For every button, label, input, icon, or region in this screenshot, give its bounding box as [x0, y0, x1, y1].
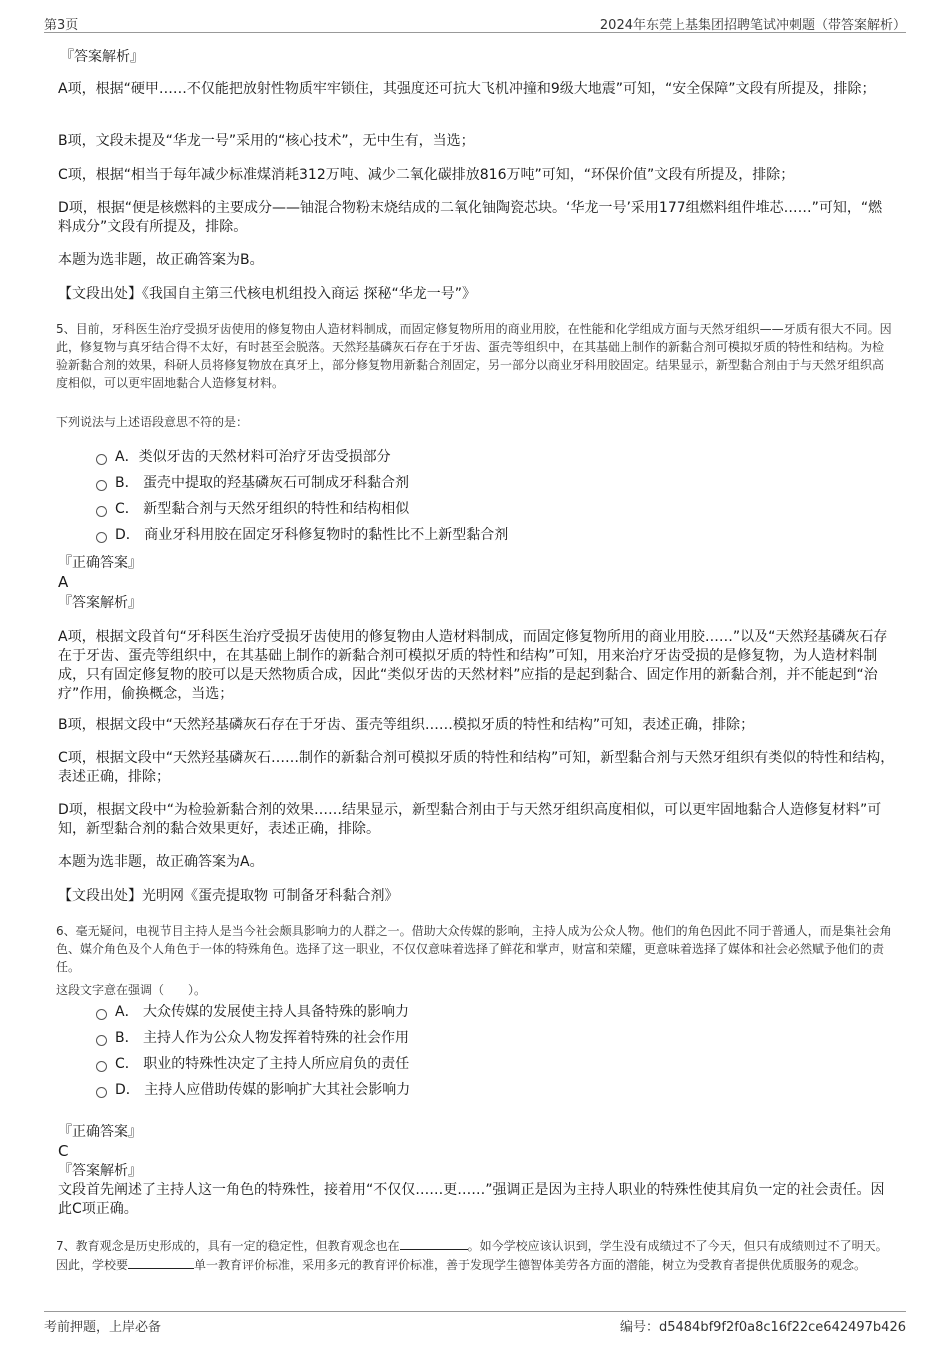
q6-option-d[interactable]: [96, 1081, 410, 1100]
q5-analysis-c: C项，根据文段中“天然羟基磷灰石……制作的新黏合剂可模拟牙质的特性和结构”可知，新型黏合剂与天然牙组织有类似的特性和结构，表述正确，排除；: [58, 750, 895, 785]
radio-icon[interactable]: [96, 506, 107, 517]
q6-stem: 6、毫无疑问，电视节目主持人是当今社会颇具影响力的人群之一。借助大众传媒的影响，主持人成为公众人物。他们的角色因此不同于普通人，而是集社会角色、媒介角色及个人角色于一体的特殊角色。选择了这一职业，不仅仅意味着选择了鲜花和掌声，财富和荣耀，更意味着选择了媒体和社会必然赋予他们的责任。: [56, 924, 892, 974]
radio-icon[interactable]: [96, 480, 107, 491]
q5-conclusion: 本题为选非题，故正确答案为A。: [58, 854, 264, 870]
q4-source: 【文段出处】《我国自主第三代核电机组投入商运 探秘“华龙一号”》: [58, 286, 476, 302]
q6-option-d-label: D． 主持人应借助传媒的影响扩大其社会影响力: [115, 1082, 411, 1098]
q6-answer: C: [58, 1142, 69, 1160]
q5-option-d[interactable]: [96, 526, 508, 545]
page-number: 第3页: [44, 18, 79, 33]
q5-option-c-label: C． 新型黏合剂与天然牙组织的特性和结构相似: [115, 501, 410, 517]
q4-analysis-d: D项，根据“便是核燃料的主要成分——铀混合物粉末烧结成的二氧化铀陶瓷芯块。‘华龙一号’采用177组燃料组件堆芯……”可知，“燃料成分”文段有所提及，排除。: [58, 200, 883, 235]
q6-question: 这段文字意在强调（ ）。: [56, 983, 207, 997]
q5-option-c[interactable]: [96, 500, 409, 519]
q5-answer: A: [58, 573, 69, 591]
q6-answer-label: 『正确答案』: [58, 1124, 142, 1140]
q4-analysis-a: A项，根据“硬甲……不仅能把放射性物质牢牢锁住，其强度还可抗大飞机冲撞和9级大地震”可知，“安全保障”文段有所提及，排除；: [58, 81, 876, 97]
q6-option-b[interactable]: [96, 1029, 409, 1048]
q6-option-c[interactable]: [96, 1055, 409, 1074]
q4-conclusion: 本题为选非题，故正确答案为B。: [58, 252, 264, 268]
q5-analysis-label: 『答案解析』: [58, 595, 142, 611]
radio-icon[interactable]: [96, 1009, 107, 1020]
radio-icon[interactable]: [96, 1061, 107, 1072]
footer-code-label: 编号：: [619, 1320, 659, 1335]
q5-stem: 5、目前，牙科医生治疗受损牙齿使用的修复物由人造材料制成，而固定修复物所用的商业用胶，在性能和化学组成方面与天然牙组织——牙质有很大不同。因此，修复物与真牙结合得不太好，有时甚至会脱落。天然羟基磷灰石存在于牙齿、蛋壳等组织中，在其基础上制作的新黏合剂可模拟牙质的特性和结构。为检验新黏合剂的效果，科研人员将修复物放在真牙上，部分修复物用新黏合剂固定，另一部分以商业牙科用胶固定。结果显示，新型黏合剂由于与天然牙组织高度相似，可以更牢固地黏合人造修复材料。: [56, 322, 892, 390]
footer-code: [620, 1316, 906, 1335]
q5-question: 下列说法与上述语段意思不符的是：: [56, 415, 249, 429]
q5-option-d-label: D． 商业牙科用胶在固定牙科修复物时的黏性比不上新型黏合剂: [115, 527, 509, 543]
q7-blank-2: [128, 1255, 194, 1269]
q5-analysis-a: A项，根据文段首句“牙科医生治疗受损牙齿使用的修复物由人造材料制成，而固定修复物所用的商业用胶……”以及“天然羟基磷灰石存在于牙齿、蛋壳等组织中，在其基础上制作的新黏合剂可模拟牙质的特性和结构”可知，用来治疗牙齿受损的是修复物，为人造材料制成，只有固定修复物的胶可以是天然物质合成，因此“类似牙齿的天然材料”应指的是起到黏合、固定作用的新黏合剂，并不能起到“治疗”作用，偷换概念，当选；: [58, 629, 888, 702]
q5-analysis-b: B项，根据文段中“天然羟基磷灰石存在于牙齿、蛋壳等组织……模拟牙质的特性和结构”可知，表述正确，排除；: [58, 717, 755, 733]
q5-option-a[interactable]: [96, 448, 391, 467]
q5-source: 【文段出处】光明网《蛋壳提取物 可制备牙科黏合剂》: [58, 888, 399, 904]
radio-icon[interactable]: [96, 1087, 107, 1098]
radio-icon[interactable]: [96, 532, 107, 543]
q7-text-1: 7、教育观念是历史形成的，具有一定的稳定性，但教育观念也在: [56, 1239, 400, 1253]
radio-icon[interactable]: [96, 1035, 107, 1046]
page-footer: [44, 1311, 906, 1334]
q4-analysis-c: C项，根据“相当于每年减少标准煤消耗312万吨、减少二氧化碳排放816万吨”可知，“环保价值”文段有所提及，排除；: [58, 167, 795, 183]
q6-option-b-label: B． 主持人作为公众人物发挥着特殊的社会作用: [115, 1030, 410, 1046]
page-header: [44, 12, 906, 33]
footer-slogan: 考前押题，上岸必备: [44, 1320, 162, 1335]
q5-option-a-label: A．类似牙齿的天然材料可治疗牙齿受损部分: [115, 449, 391, 465]
q7-text-3: 单一教育评价标准，采用多元的教育评价标准，善于发现学生德智体美劳各方面的潜能，树立为受教育者提供优质服务的观念。: [194, 1258, 867, 1272]
q7-stem: [56, 1236, 896, 1274]
q6-analysis-label: 『答案解析』: [58, 1163, 142, 1179]
q6-analysis: 文段首先阐述了主持人这一角色的特殊性，接着用“不仅仅……更……”强调正是因为主持人职业的特殊性使其肩负一定的社会责任。因此C项正确。: [58, 1182, 885, 1217]
q5-option-b[interactable]: [96, 474, 409, 493]
q4-analysis-b: B项，文段未提及“华龙一号”采用的“核心技术”，无中生有，当选；: [58, 133, 475, 149]
q5-answer-label: 『正确答案』: [58, 555, 142, 571]
q6-option-c-label: C． 职业的特殊性决定了主持人所应肩负的责任: [115, 1056, 410, 1072]
q7-blank-1: [400, 1236, 468, 1250]
q4-analysis-label: 『答案解析』: [60, 49, 144, 65]
q5-analysis-d: D项，根据文段中“为检验新黏合剂的效果……结果显示，新型黏合剂由于与天然牙组织高度相似，可以更牢固地黏合人造修复材料”可知，新型黏合剂的黏合效果更好，表述正确，排除。: [58, 802, 882, 837]
radio-icon[interactable]: [96, 454, 107, 465]
q7-text-2: 。如今学校应该认识到，学生没有成绩过不了今天，但只有成绩则过不了明天。因此，学校要: [56, 1239, 888, 1272]
document-title: 2024年东莞上基集团招聘笔试冲刺题（带答案解析）: [599, 18, 906, 33]
footer-code-value: d5484bf9f2f0a8c16f22ce642497b426: [658, 1320, 906, 1335]
q6-option-a-label: A． 大众传媒的发展使主持人具备特殊的影响力: [115, 1004, 410, 1020]
q5-option-b-label: B． 蛋壳中提取的羟基磷灰石可制成牙科黏合剂: [115, 475, 410, 491]
q6-option-a[interactable]: [96, 1003, 409, 1022]
